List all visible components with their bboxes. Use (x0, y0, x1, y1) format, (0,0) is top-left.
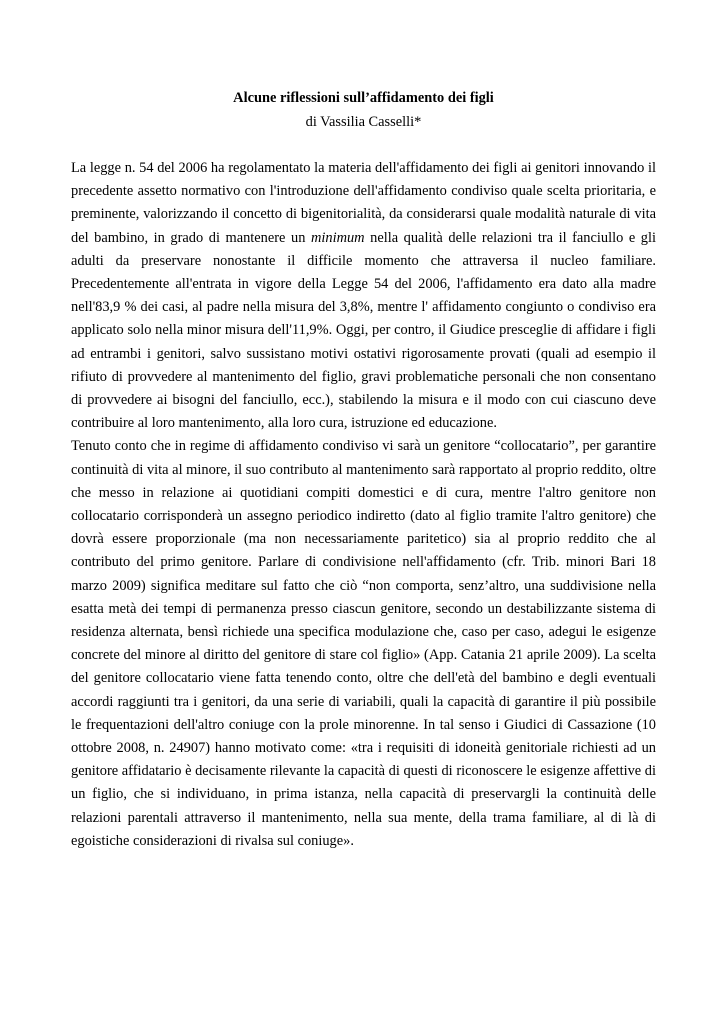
document-author: di Vassilia Casselli* (305, 114, 422, 130)
document-page (71, 86, 656, 853)
paragraph-1-italic-term: minimum (310, 229, 365, 246)
paragraph-1-text-b: nella qualità delle relazioni tra il fanciullo e gli adulti da preservare nonostante il difficile momento che attraversa il nucleo familiare. Precedentemente all'entrata in vigore della Legge 54 del 2006, l'affidamento era dato alla madre nell'83,9 % dei casi, al padre nella misura del 3,8%, mentre l' affidamento congiunto o condiviso era applicato solo nella minor misura dell'11,9%. Oggi, per contro, il Giudice prescegli​e di affidare i figli ad entrambi i genitori, salvo sussistano motivi ostativi rigorosamente provati (quali ad esempio il rifiuto di provvedere al mantenimento del figlio, gravi problematiche personali che non consentano di provvedere ai bisogni del fanciullo, ecc.), stabilendo la misura e il modo con cui ciascuno deve contribuire al loro mantenimento, alla loro cura, istruzione ed educazione. (71, 229, 656, 432)
paragraph-2: Tenuto conto che in regime di affidamento condiviso vi sarà un genitore “collocatario”, per garantire continuità di vita al minore, il suo contributo al mantenimento sarà rapportato al proprio reddito, oltre che messo in relazione ai quotidiani compiti domestici e di cura, mentre l'altro genitore non collocatario corrisponderà un assegno periodico indiretto (dato al figlio tramite l'altro genitore) che dovrà essere proporzionale (ma non necessariamente paritetico) sia al proprio reddito che al contributo del primo genitore. Parlare di condivisione nell'affidamento (cfr. Trib. minori Bari 18 marzo 2009) significa meditare sul fatto che ciò “non comporta, senz’altro, una suddivisione nella esatta metà dei tempi di permanenza presso ciascun genitore, secondo un destabilizzante sistema di residenza alternata, bensì richiede una specifica modulazione che, caso per caso, adegui le esigenze concrete del minore al diritto del genitore di stare col figlio» (App. Catania 21 aprile 2009). La scelta del genitore collocatario viene fatta tenendo conto, oltre che dell'età del bambino e degli eventuali accordi raggiunti tra i genitori, da una serie di variabili, quali la capacità di garantire il più possibile le frequentazioni dell'altro coniuge con la prole minorenne. In tal senso i Giudici di Cassazione (10 ottobre 2008, n. 24907) hanno motivato come: «tra i requisiti di idoneità genitoriale richiesti ad un genitore affidatario è decisamente rilevante la capacità di questi di riconoscere le esigenze affettive di un figlio, che si individuano, in prima istanza, nella capacità di preservargli la continuità delle relazioni parentali attraverso il mantenimento, nella sua mente, della trama familiare, al di là di egoistiche considerazioni di rivalsa sul coniuge». (71, 438, 656, 849)
paragraph-1-text-a: La legge n. 54 del 2006 ha regolamentato la materia dell'affidamento dei figli ai genitori innovando il precedente assetto normativo con l'introduzione dell'affidamento condiviso quale scelta prioritaria, e preminente, valorizzando il concetto di bigenitorialità, da considerarsi quale modalità naturale di vita del bambino, in grado di mantenere un (71, 160, 656, 246)
document-title: Alcune riflessioni sull’affidamento dei figli (233, 90, 494, 106)
paragraph-1 (71, 157, 656, 435)
